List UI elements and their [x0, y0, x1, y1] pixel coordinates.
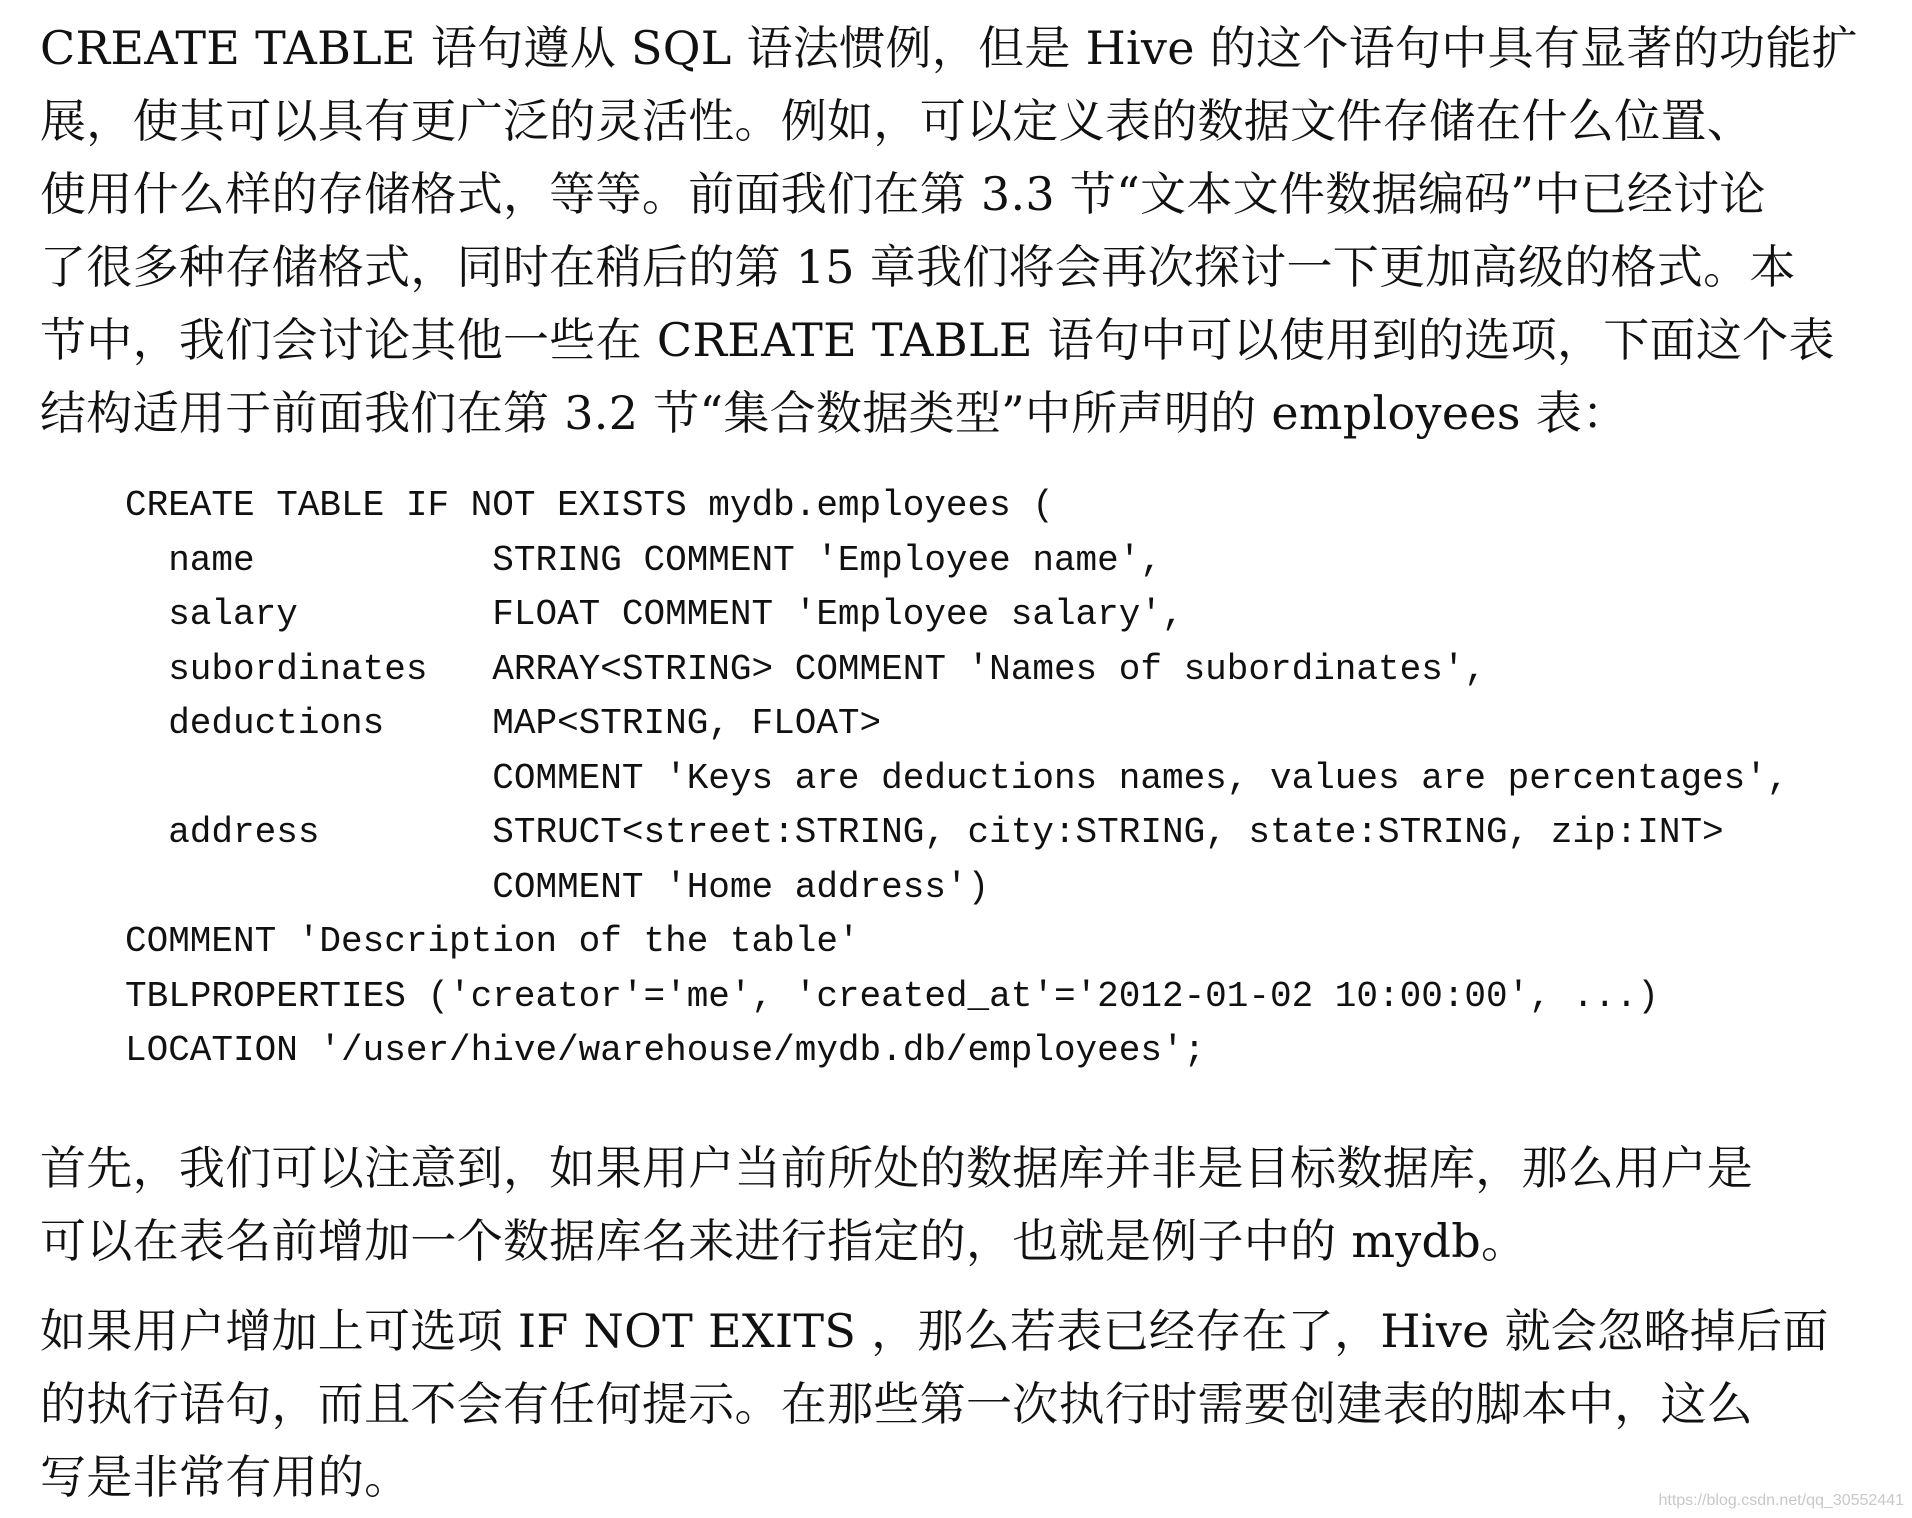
- text-line: 可以在表名前增加一个数据库名来进行指定的，也就是例子中的 mydb。: [40, 1214, 1528, 1268]
- text-line: 使用什么样的存储格式，等等。前面我们在第 3.3 节“文本文件数据编码”中已经讨论: [40, 167, 1766, 221]
- database-prefix-paragraph: [40, 1132, 1890, 1278]
- text-line: 节中，我们会讨论其他一些在 CREATE TABLE 语句中可以使用到的选项，下面这个表: [40, 313, 1835, 367]
- code-line: salary FLOAT COMMENT 'Employee salary',: [125, 594, 1184, 635]
- code-line: COMMENT 'Home address'): [125, 866, 990, 908]
- text-line: CREATE TABLE 语句遵从 SQL 语法惯例，但是 Hive 的这个语句中具有显著的功能扩: [40, 21, 1858, 75]
- text-line: 首先，我们可以注意到，如果用户当前所处的数据库并非是目标数据库，那么用户是: [40, 1141, 1754, 1195]
- intro-paragraph: [40, 12, 1890, 450]
- text-line: 了很多种存储格式，同时在稍后的第 15 章我们将会再次探讨一下更加高级的格式。本: [40, 240, 1796, 294]
- code-line: LOCATION '/user/hive/warehouse/mydb.db/employees';: [125, 1030, 1206, 1071]
- code-line: name STRING COMMENT 'Employee name',: [125, 539, 1162, 581]
- text-line: 结构适用于前面我们在第 3.2 节“集合数据类型”中所声明的 employees 表：: [40, 386, 1629, 440]
- code-line: COMMENT 'Keys are deductions names, values are percentages',: [125, 757, 1789, 799]
- text-line: 写是非常有用的。: [40, 1450, 411, 1504]
- text-line: 的执行语句，而且不会有任何提示。在那些第一次执行时需要创建表的脚本中，这么: [40, 1377, 1754, 1431]
- text-line: 如果用户增加上可选项 IF NOT EXITS ，那么若表已经存在了，Hive 就会忽略掉后面: [40, 1304, 1829, 1358]
- code-block: [125, 479, 1885, 1079]
- text-line: 展，使其可以具有更广泛的灵活性。例如，可以定义表的数据文件存储在什么位置、: [40, 94, 1754, 148]
- code-line: CREATE TABLE IF NOT EXISTS mydb.employees (: [125, 485, 1054, 526]
- code-line: address STRUCT<street:STRING, city:STRING, state:STRING, zip:INT>: [125, 812, 1724, 853]
- code-line: TBLPROPERTIES ('creator'='me', 'created_at'='2012-01-02 10:00:00', ...): [125, 975, 1659, 1017]
- code-line: subordinates ARRAY<STRING> COMMENT 'Names of subordinates',: [125, 648, 1487, 690]
- code-line: deductions MAP<STRING, FLOAT>: [125, 703, 882, 744]
- code-line: COMMENT 'Description of the table': [125, 921, 860, 962]
- if-not-exists-paragraph: [40, 1295, 1890, 1514]
- watermark-url: https://blog.csdn.net/qq_30552441: [1658, 1492, 1904, 1509]
